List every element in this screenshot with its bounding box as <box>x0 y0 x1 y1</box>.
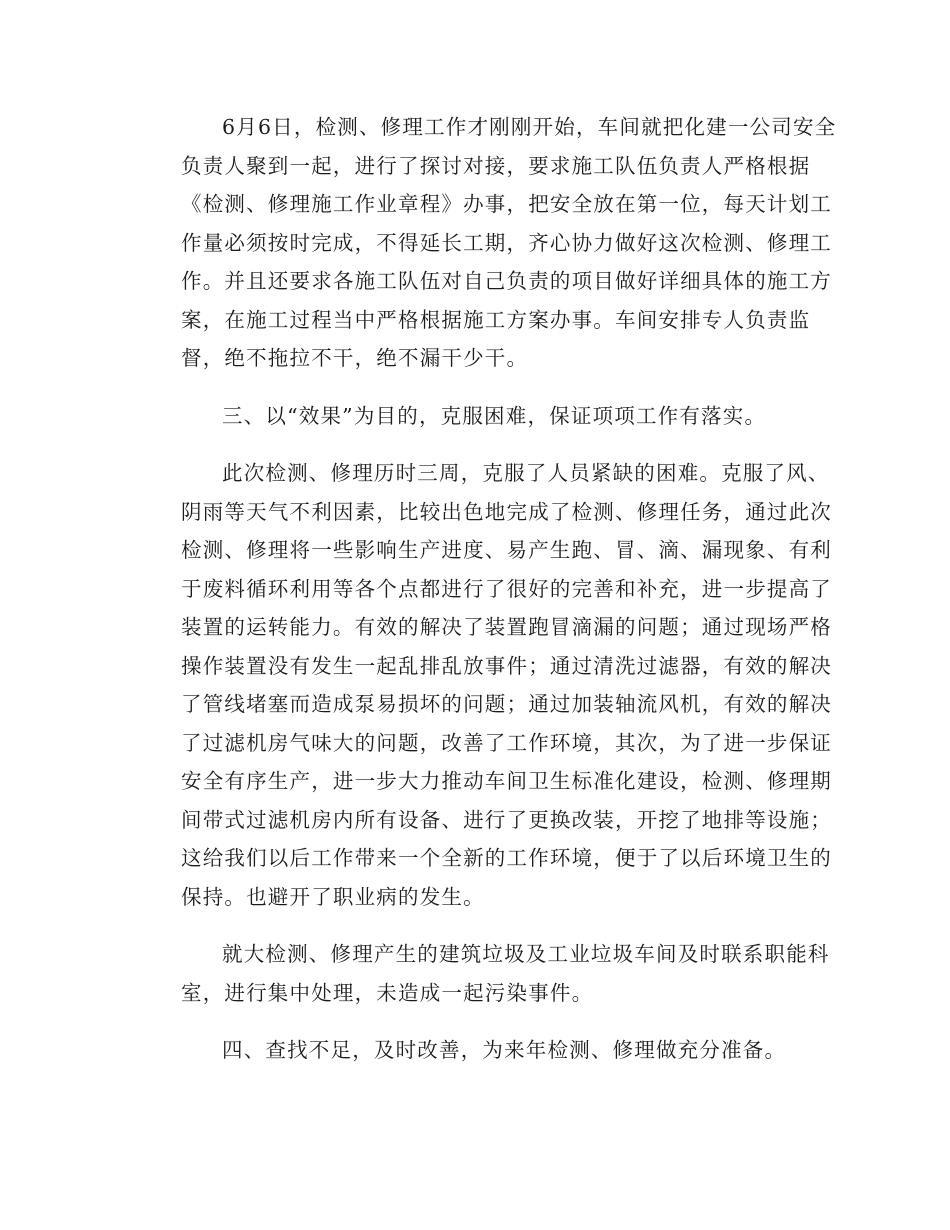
text-line: 操作装置没有发生一起乱排乱放事件；通过清洗过滤器，有效的解决 <box>181 653 832 678</box>
section-heading-three <box>140 397 812 436</box>
text-line: 作。并且还要求各施工队伍对自己负责的项目做好详细具体的施工方 <box>181 269 832 293</box>
section-heading-four <box>140 1031 812 1070</box>
paragraph-maintenance-start <box>140 108 837 378</box>
text-line: 检测、修理将一些影响生产进度、易产生跑、冒、滴、漏现象、有利 <box>181 538 832 562</box>
text-line: 了管线堵塞而造成泵易损坏的问题；通过加装轴流风机，有效的解决 <box>181 692 832 716</box>
text-line: 案，在施工过程当中严格根据施工方案办事。车间安排专人负责监 <box>181 307 811 332</box>
text-line: 装置的运转能力。有效的解决了装置跑冒滴漏的问题；通过现场严格 <box>181 615 832 639</box>
text-line: 阴雨等天气不利因素，比较出色地完成了检测、修理任务，通过此次 <box>181 499 832 524</box>
text-line: 室，进行集中处理，未造成一起污染事件。 <box>181 980 594 1005</box>
text-line: 安全有序生产，进一步大力推动车间卫生标准化建设，检测、修理期 <box>181 769 832 793</box>
text-line: 间带式过滤机房内所有设备、进行了更换改装，开挖了地排等设施； <box>181 807 832 832</box>
paragraph-waste-handling <box>140 935 830 1012</box>
text-line: 这给我们以后工作带来一个全新的工作环境，便于了以后环境卫生的 <box>181 846 832 870</box>
text-line: 督，绝不拖拉不干，绝不漏干少干。 <box>181 346 529 370</box>
heading-line: 三、以“效果”为目的，克服困难，保证项项工作有落实。 <box>222 403 767 428</box>
text-line: 此次检测、修理历时三周，克服了人员紧缺的困难。克服了风、 <box>222 461 830 485</box>
paragraph-results <box>140 454 832 916</box>
text-line: 了过滤机房气味大的问题，改善了工作环境，其次，为了进一步保证 <box>181 730 832 755</box>
heading-line: 四、查找不足，及时改善，为来年检测、修理做充分准备。 <box>222 1038 787 1062</box>
text-line: 作量必须按时完成，不得延长工期，齐心协力做好这次检测、修理工 <box>181 230 832 255</box>
text-line: 负责人聚到一起，进行了探讨对接，要求施工队伍负责人严格根据 <box>181 153 811 178</box>
text-line: 《检测、修理施工作业章程》办事，把安全放在第一位，每天计划工 <box>181 192 832 216</box>
text-line: 保持。也避开了职业病的发生。 <box>181 884 485 909</box>
text-line: 就大检测、修理产生的建筑垃圾及工业垃圾车间及时联系职能科 <box>222 942 830 966</box>
text-line: 6月6日，检测、修理工作才刚刚开始，车间就把化建一公司安全 <box>222 115 837 139</box>
text-line: 于废料循环利用等各个点都进行了很好的完善和补充，进一步提高了 <box>181 576 832 601</box>
document-body <box>140 108 837 1089</box>
